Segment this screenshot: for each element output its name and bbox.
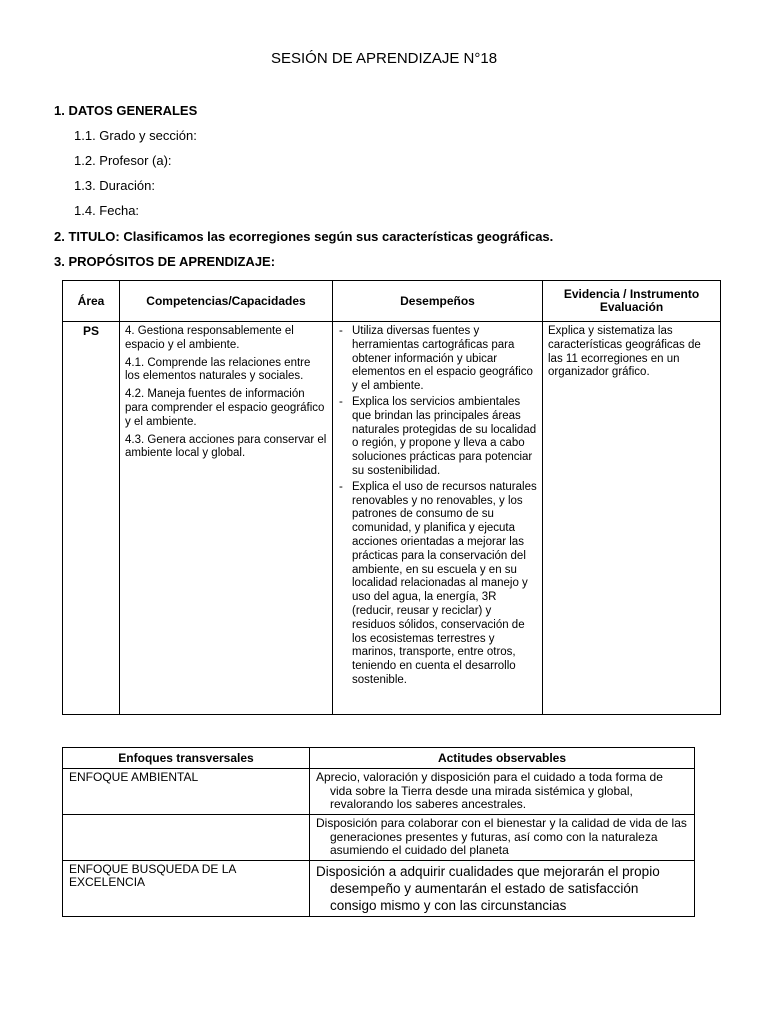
table-row (63, 322, 721, 715)
enfoque-cell: ENFOQUE AMBIENTAL (63, 769, 310, 815)
competencia-item: 4.1. Comprende las relaciones entre los elementos naturales y sociales. (125, 356, 311, 383)
table-header-row (63, 748, 695, 769)
table-row (63, 860, 695, 916)
list-item (338, 481, 537, 688)
desempeno-text: Explica los servicios ambientales que brindan las principales áreas naturales protegidas de su localidad o región, y propone y lleva a cabo soluciones prácticas para potenciar su sostenibilidad. (352, 395, 537, 477)
area-cell: PS (63, 322, 120, 715)
area-header: Área (63, 281, 120, 322)
enfoque-cell: ENFOQUE BUSQUEDA DE LA EXCELENCIA (63, 860, 310, 916)
actitud-cell (310, 769, 695, 815)
duracion-label: 1.3. Duración: (74, 178, 155, 193)
page-title: SESIÓN DE APRENDIZAJE N°18 (270, 50, 498, 67)
competencias-header: Competencias/Capacidades (120, 281, 333, 322)
table-row (63, 769, 695, 815)
desempeno-text: Utiliza diversas fuentes y herramientas cartográficas para obtener información y ubicar elementos en el espacio geográfico y el ambiente. (352, 325, 533, 393)
dash-bullet: - (339, 325, 343, 337)
actitud-text: Disposición para colaborar con el bienestar y la calidad de vida de las generaciones presentes y futuras, así como con la naturaleza asumiendo el cuidado del planeta (316, 816, 687, 857)
desempenos-list (338, 325, 537, 688)
desempeno-text: Explica el uso de recursos naturales renovables y no renovables, y los patrones de consumo de su comunidad, y planifica y ejecuta acciones orientadas a mejorar las prácticas para la conservación del ambiente, en su escuela y en su localidad relacionadas al manejo y uso del agua, la energía, 3R (reducir, reusar y reciclar) y residuos sólidos, conservación de los ecosistemas terrestres y marinos, transporte, entre otros, teniendo en cuenta el desarrollo sostenible. (352, 480, 537, 686)
table-header-row (63, 281, 721, 322)
competencia-item: 4.3. Genera acciones para conservar el ambiente local y global. (125, 433, 327, 460)
propositos-table (62, 280, 721, 715)
titulo-label: 2. TITULO: (54, 229, 120, 244)
fecha-label: 1.4. Fecha: (74, 203, 140, 218)
datos-generales-heading: 1. DATOS GENERALES (54, 103, 198, 118)
desempenos-cell (333, 322, 543, 715)
enfoques-table (62, 747, 695, 917)
dash-bullet: - (339, 395, 343, 408)
enfoques-header: Enfoques transversales (63, 748, 310, 769)
profesor-label: 1.2. Profesor (a): (74, 153, 172, 168)
actitud-text: Aprecio, valoración y disposición para el cuidado a toda forma de vida sobre la Tierra desde una mirada sistémica y global, revalorando los saberes ancestrales. (316, 770, 663, 811)
actitud-cell (310, 815, 695, 861)
titulo-line (54, 229, 553, 244)
list-item (338, 325, 537, 394)
actitudes-header: Actitudes observables (310, 748, 695, 769)
list-item (338, 396, 537, 479)
competencia-item: 4. Gestiona responsablemente el espacio y el ambiente. (125, 325, 294, 351)
competencia-item: 4.2. Maneja fuentes de información para comprender el espacio geográfico y el ambiente. (125, 388, 325, 428)
evidencia-header: Evidencia / Instrumento Evaluación (543, 281, 721, 322)
grado-seccion-label: 1.1. Grado y sección: (74, 128, 197, 143)
competencias-cell (120, 322, 333, 715)
dash-bullet: - (339, 480, 343, 493)
propositos-heading: 3. PROPÓSITOS DE APRENDIZAJE: (54, 254, 276, 269)
titulo-text: Clasificamos las ecorregiones según sus características geográficas. (123, 229, 554, 244)
actitud-text: Disposición a adquirir cualidades que mejorarán el propio desempeño y aumentarán el estado de satisfacción consigo mismo y con las circunstancias (316, 863, 660, 913)
actitud-cell (310, 860, 695, 916)
enfoque-cell (63, 815, 310, 861)
desempenos-header: Desempeños (333, 281, 543, 322)
evidencia-cell: Explica y sistematiza las características geográficas de las 11 ecorregiones en un organizador gráfico. (543, 322, 721, 715)
table-row (63, 815, 695, 861)
